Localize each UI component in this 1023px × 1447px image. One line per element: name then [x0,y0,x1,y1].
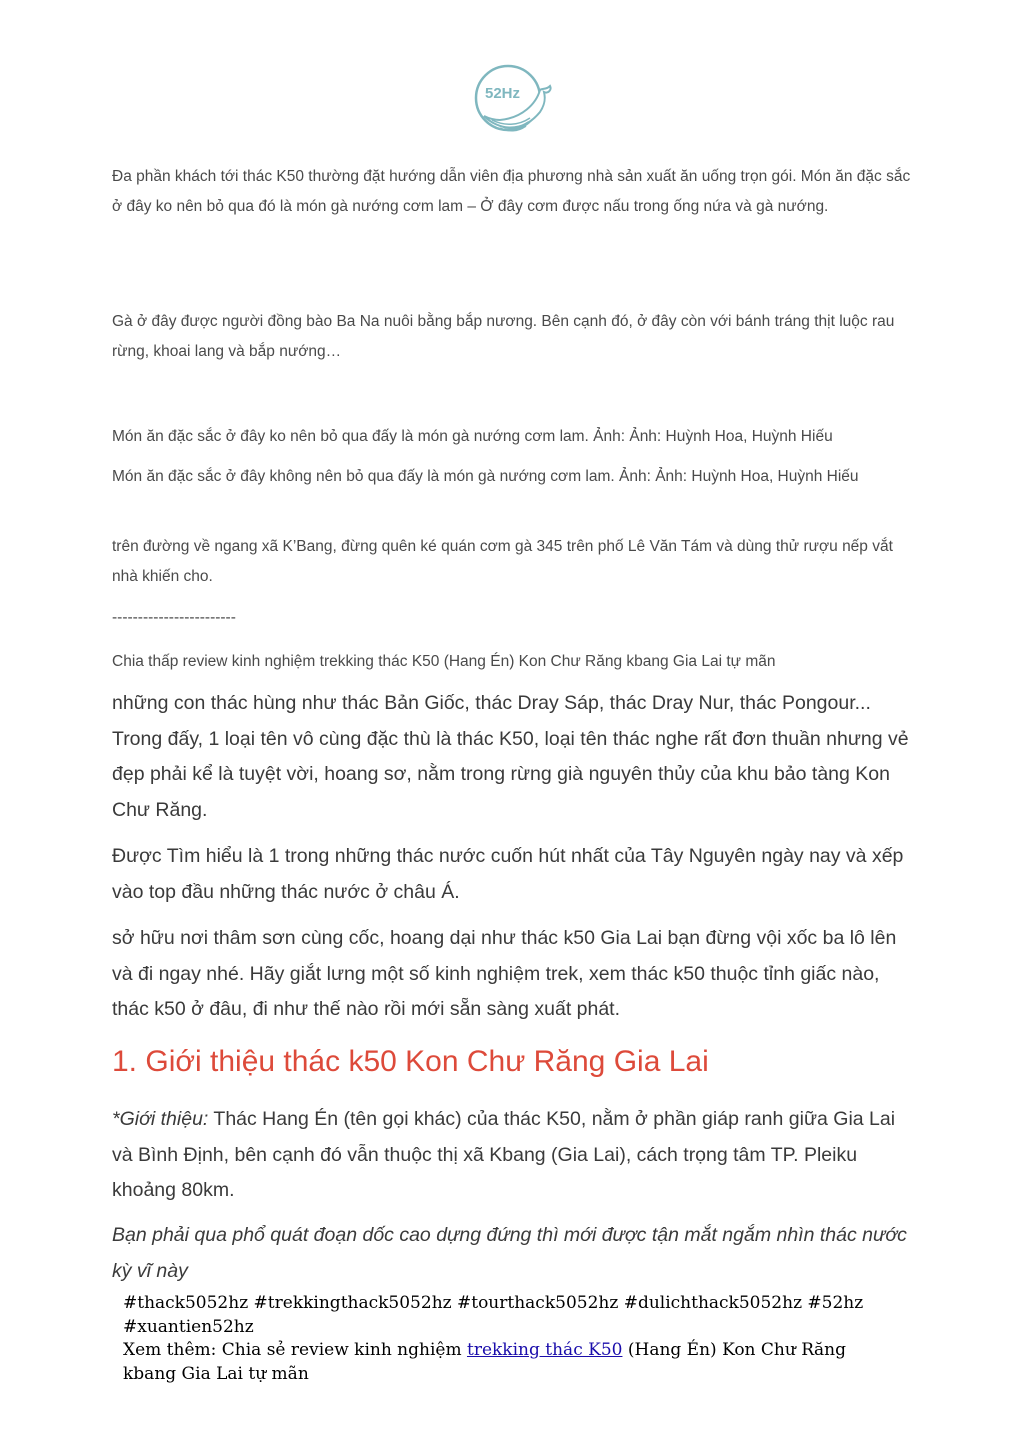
see-more-prefix: Xem thêm: Chia sẻ review kinh nghiệm [123,1340,467,1360]
intro-paragraph [112,1102,917,1209]
whale-logo-icon [470,60,556,146]
footer-block [123,1292,903,1386]
logo [470,60,556,146]
see-more-line [123,1339,903,1386]
section-heading: 1. Giới thiệu thác k50 Kon Chư Răng Gia Lai [112,1045,709,1078]
image-caption: Món ăn đặc sắc ở đây ko nên bỏ qua đấy là món gà nướng cơm lam. Ảnh: Ảnh: Huỳnh Hoa, Huỳnh Hiếu [112,428,833,445]
image-caption: Món ăn đặc sắc ở đây không nên bỏ qua đấy là món gà nướng cơm lam. Ảnh: Ảnh: Huỳnh Hoa, Huỳnh Hiếu [112,468,859,485]
intro-text: Thác Hang Én (tên gọi khác) của thác K50, nằm ở phần giáp ranh giữa Gia Lai và Bình Định, bên cạnh đó vẫn thuộc thị xã Kbang (Gia Lai), cách trọng tâm TP. Pleiku khoảng 80km. [112,1108,896,1201]
see-more-suffix: (Hang Én) Kon Chư Răng kbang Gia Lai tự mãn [123,1340,846,1384]
paragraph: những con thác hùng như thác Bản Giốc, thác Dray Sáp, thác Dray Nur, thác Pongour... Trong đấy, 1 loại tên vô cùng đặc thù là thác K50, loại tên thác nghe rất đơn thuần nhưng vẻ đẹp phải kể là tuyệt vời, hoang sơ, nằm trong rừng già nguyên thủy của khu bảo tàng Kon Chư Răng. [112,692,909,821]
paragraph: Gà ở đây được người đồng bào Ba Na nuôi bằng bắp nương. Bên cạnh đó, ở đây còn với bánh tráng thịt luộc rau rừng, khoai lang và bắp nướng… [112,313,895,360]
hashtags: #thack5052hz #trekkingthack5052hz #tourthack5052hz #dulichthack5052hz #52hz #xuantien52hz [123,1293,864,1337]
trekking-link[interactable]: trekking thác K50 [466,1340,623,1360]
paragraph: Đa phần khách tới thác K50 thường đặt hướng dẫn viên địa phương nhà sản xuất ăn uống trọn gói. Món ăn đặc sắc ở đây ko nên bỏ qua đó là món gà nướng cơm lam – Ở đây cơm được nấu trong ống nứa và gà nướng. [112,168,911,215]
italic-paragraph: Bạn phải qua phổ quát đoạn dốc cao dựng đứng thì mới được tận mắt ngắm nhìn thác nước kỳ vĩ này [112,1224,907,1282]
logo-text: 52Hz [485,85,521,102]
paragraph: sở hữu nơi thâm sơn cùng cốc, hoang dại như thác k50 Gia Lai bạn đừng vội xốc ba lô lên và đi ngay nhé. Hãy giắt lưng một số kinh nghiệm trek, xem thác k50 thuộc tỉnh giấc nào, thác k50 ở đâu, đi như thế nào rồi mới sẵn sàng xuất phát. [112,927,897,1020]
divider-text: ------------------------ [112,609,236,626]
paragraph: Chia thấp review kinh nghiệm trekking thác K50 (Hang Én) Kon Chư Răng kbang Gia Lai tự mãn [112,653,776,670]
intro-label: *Giới thiệu: [112,1108,209,1130]
paragraph: Được Tìm hiểu là 1 trong những thác nước cuốn hút nhất của Tây Nguyên ngày nay và xếp vào top đầu những thác nước ở châu Á. [112,845,904,903]
paragraph: trên đường về ngang xã K’Bang, đừng quên ké quán cơm gà 345 trên phố Lê Văn Tám và dùng thử rượu nếp vắt nhà khiến cho. [112,538,893,585]
